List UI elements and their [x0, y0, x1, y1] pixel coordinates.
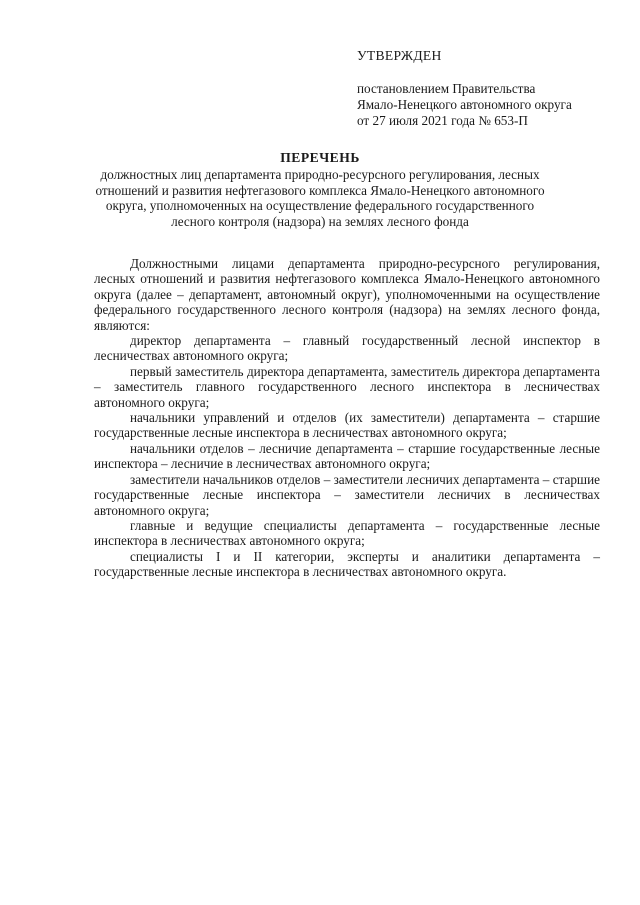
subtitle-line: округа, уполномоченных на осуществление федерального государственного: [105, 198, 535, 213]
list-item-deputy-heads-of-departments: заместители начальников отделов – заместители лесничих департамента – старшие государственные лесные инспектора – заместители лесничих в лесничествах автономного округа;: [94, 471, 600, 518]
document-subtitle: [80, 167, 560, 229]
approval-heading: УТВЕРЖДЕН: [357, 48, 442, 63]
list-item-deputy-director: первый заместитель директора департамента, заместитель директора департамента – заместитель главного государственного лесного инспектора в лесничествах автономного округа;: [94, 363, 600, 410]
list-item-specialists: специалисты I и II категории, эксперты и аналитики департамента – государственные лесные инспектора в лесничествах автономного округа.: [94, 548, 600, 580]
approval-line-region: Ямало-Ненецкого автономного округа: [357, 97, 572, 112]
document-body: [94, 256, 600, 580]
list-item-director: директор департамента – главный государственный лесной инспектор в лесничествах автономного округа;: [94, 333, 600, 364]
approval-block: [357, 48, 627, 129]
subtitle-line: лесного контроля (надзора) на землях лесного фонда: [171, 213, 469, 229]
intro-paragraph: Должностными лицами департамента природно-ресурсного регулирования, лесных отношений и развития нефтегазового комплекса Ямало-Ненецкого автономного округа (далее – департамент, автономный округ), уполномоченными на осуществление федерального государственного лесного контроля (надзора) на землях лесного фонда, являются:: [94, 256, 600, 333]
subtitle-line: отношений и развития нефтегазового комплекса Ямало-Ненецкого автономного: [95, 182, 545, 198]
list-item-chief-specialists: главные и ведущие специалисты департамента – государственные лесные инспектора в лесничествах автономного округа;: [94, 517, 600, 549]
list-item-heads-of-divisions: начальники управлений и отделов (их заместители) департамента – старшие государственные лесные инспектора в лесничествах автономного округа;: [94, 410, 600, 441]
approval-line-resolution: постановлением Правительства: [357, 81, 536, 96]
subtitle-line: должностных лиц департамента природно-ресурсного регулирования, лесных: [100, 167, 540, 182]
approval-line-date: от 27 июля 2021 года № 653-П: [357, 113, 528, 128]
document-title: ПЕРЕЧЕНЬ: [280, 150, 360, 165]
list-item-heads-of-departments-foresters: начальники отделов – лесничие департамента – старшие государственные лесные инспектора – лесничие в лесничествах автономного округа;: [94, 440, 600, 472]
